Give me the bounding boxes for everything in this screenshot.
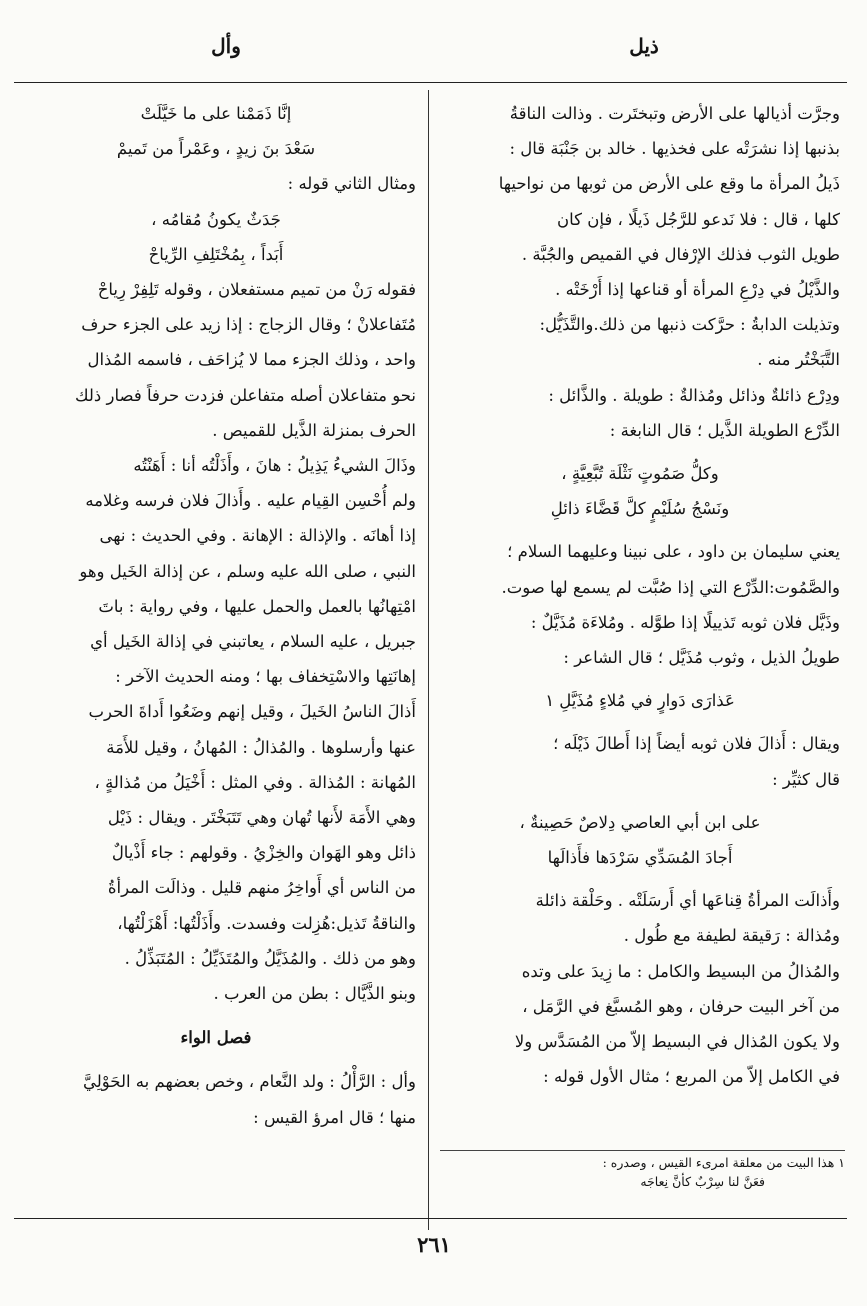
verse-line: إنَّا ذَمَمْنا على ما خَيَّلَتْ	[140, 104, 292, 123]
text-line: إهانَتِها والاسْتِخفاف بها ؛ ومنه الحديث الآخر :	[115, 667, 416, 687]
text-line: ومثال الثاني قوله :	[287, 174, 416, 194]
text-line: ذَيلُ المرأة ما وقع على الأرض من ثوبها من نواحيها	[498, 174, 840, 194]
spacer	[440, 448, 840, 456]
verse-line: ونَسْجُ سُلَيْمٍ كلَّ قَضَّاءَ ذائلِ	[550, 499, 730, 519]
text-line: كلها ، قال : فلا نَدعو للرَّجُل ذَيلًا ، فإن كان	[557, 209, 840, 229]
text-line: قال كثيِّر :	[772, 769, 840, 789]
verse-line: عَذارَى دَوارٍ في مُلاءٍ مُذَيَّلِ ١	[545, 691, 735, 711]
column-divider	[428, 90, 429, 1230]
text-line: أَذالَ الناسُ الخَيلَ ، وقيل إنهم وضَعُوا أَداةَ الحرب	[88, 702, 416, 722]
text-line: واحد ، وذلك الجزء مما لا يُزاحَف ، فاسمه المُذال	[87, 350, 416, 370]
text-line: إذا أهانَه . والإذالة : الإهانة . وفي الحديث : نهى	[99, 526, 416, 546]
text-line: الدِّرْع الطويلة الذَّيل ؛ قال النابغة :	[609, 420, 840, 440]
running-header-left: وأل	[211, 34, 241, 58]
text-line: يعني سليمان بن داود ، على نبينا وعليهما السلام ؛	[507, 542, 840, 562]
text-line: طويلُ الذيل ، وثوب مُذَيَّل ؛ قال الشاعر :	[563, 648, 840, 668]
text-line: ودِرْع ذائلةٌ وذائل ومُذالةٌ : طويلة . والذَّائل :	[548, 385, 840, 405]
spacer	[440, 718, 840, 726]
left-column	[16, 96, 416, 1135]
text-line: وهو من ذلك . والمُذَيَّلُ والمُتَذَيِّلُ : المُتَبَذِّلُ .	[124, 948, 416, 968]
text-line: وتذيلت الدابةُ : حرَّكت ذنبها من ذلك.والتَّذَيُّل:	[539, 315, 840, 335]
text-line: وجرَّت أذيالها على الأرض وتبختَرت . وذالت الناقةُ	[509, 104, 840, 123]
text-line: من الناس أي أَواخِرُ منهم قليل . وذالَت المرأةُ	[107, 878, 416, 898]
text-line: النبي ، صلى الله عليه وسلم ، عن إذالة الخَيل وهو	[79, 561, 416, 581]
text-line: فقوله رَنْ من تميم مستفعلان ، وقوله تَلِفِرْ رِياحْ	[97, 280, 416, 300]
text-line: وذَيَّل فلان ثوبه تَذييلًا إذا طوَّله . ومُلاءَة مُذَيَّلٌ :	[530, 612, 840, 632]
section-heading: فصل الواء	[180, 1028, 252, 1048]
right-column	[440, 96, 840, 1094]
text-line: ويقال : أَذالَ فلان ثوبه أيضاً إذا أَطالَ ذَيْلَه ؛	[553, 734, 840, 754]
text-line: التَّبَخْتُر منه .	[757, 350, 840, 370]
text-line: عنها وأرسلوها . والمُذالُ : المُهانُ ، وقيل للأَمَة	[106, 737, 416, 757]
text-line: من آخر البيت حرفان ، وهو المُسبَّغ في الرَّمَل ،	[522, 996, 840, 1016]
spacer	[440, 675, 840, 683]
spacer	[440, 875, 840, 883]
page-number: ٢٦١	[417, 1232, 451, 1257]
text-line: المُهانة : المُذالة . وفي المثل : أَخْيَلُ من مُذالةٍ ،	[94, 772, 416, 792]
text-line: نحو متفاعلان أصله متفاعلن فزدت حرفاً فصار ذلك	[74, 385, 416, 405]
text-line: منها ؛ قال امرؤ القيس :	[253, 1107, 416, 1127]
text-line: الحرف بمنزلة الذَّيل للقميص .	[212, 420, 416, 440]
text-line: والذَّيْلُ في دِرْعِ المرأة أو قناعها إذا أَرْخَتْه .	[555, 280, 840, 300]
text-line: وبنو الذَّيَّال : بطن من العرب .	[213, 984, 416, 1004]
verse-line: على ابن أبي العاصي دِلاصٌ حَصِينةٌ ،	[519, 812, 761, 832]
text-line: امْتِهانُها بالعمل والحمل عليها ، وفي رواية : باتَ	[98, 596, 416, 616]
text-line: في الكامل إلاّ من المربع ؛ مثال الأول قوله :	[543, 1067, 840, 1087]
text-line: مُتَفاعلانْ ؛ وقال الزجاج : إذا زيد على الجزء حرف	[81, 315, 416, 335]
text-line: جبريل ، عليه السلام ، يعاتبني في إذالة الخَيل أي	[90, 632, 416, 652]
text-line: وأَذالَت المرأةُ قِناعَها أي أَرسَلَتْه . وحَلْقة ذائلة	[535, 891, 840, 911]
text-line: طويل الثوب فذلك الإرْفال في القميص والجُبَّة .	[521, 244, 840, 264]
verse-line: جَدَثٌ يكونُ مُقامُه ،	[151, 209, 281, 229]
text-line: والصَّمُوت:الدِّرْع التي إذا صُبَّت لم يسمع لها صوت.	[501, 577, 840, 597]
verse-line: وكلُّ صَمُوتٍ نَثْلَة تُبَّعِيَّةٍ ،	[561, 464, 719, 484]
footnote-verse: فعَنَّ لنا سِرْبٌ كأنَّ نِعاجَه	[640, 1174, 765, 1189]
text-line: ومُذالة : رَقيقة لطيفة مع طُول .	[623, 926, 840, 946]
text-line: ولا يكون المُذال في البسيط إلاّ من المُسَدَّس ولا	[514, 1032, 840, 1052]
footer-rule	[14, 1218, 847, 1219]
running-header-right: ذيل	[629, 34, 659, 58]
verse-line: أَجادَ المُسَدِّي سَرْدَها فأَذالَها	[547, 848, 733, 868]
footnote	[440, 1150, 845, 1191]
text-line: ذائل وهو الهَوان والخِزْيُ . وقولهم : جاء أَذْيالٌ	[111, 843, 416, 863]
text-line: وأل : الرَّأْلُ : ولد النَّعام ، وخص بعضهم به الحَوْلِيَّ	[82, 1072, 416, 1092]
footnote-text: ١ هذا البيت من معلقة امرىء القيس ، وصدره :	[602, 1155, 845, 1170]
text-line: والناقةُ تَذيل:هُزِلت وفسدت. وأَذَلْتُها: أَهْزَلْتُها،	[117, 913, 416, 933]
text-line: ولم أُحْسِن القِيام عليه . وأَذالَ فلان فرسه وغلامه	[85, 491, 416, 511]
text-line: بذنبها إذا نشرَتْه على فخذيها . خالد بن جَنْبَة قال :	[509, 139, 840, 159]
verse-line: سَعْدَ بنَ زيدٍ ، وعَمْراً من تَميمْ	[116, 139, 316, 159]
text-line: وهي الأَمَة لأَنها تُهان وهي تَتَبَخْتَر . ويقال : ذَيْل	[107, 808, 416, 828]
text-line: والمُذالُ من البسيط والكامل : ما زِيدَ على وتده	[521, 961, 840, 981]
spacer	[440, 526, 840, 534]
spacer	[440, 797, 840, 805]
verse-line: أَبَداً ، بِمُخْتَلِفِ الرِّياحْ	[148, 244, 284, 264]
text-line: وذَالَ الشيءُ يَذِيلُ : هانَ ، وأَذَلْتُه أنا : أَهَنْتُه	[133, 456, 416, 476]
header-rule	[14, 82, 847, 83]
